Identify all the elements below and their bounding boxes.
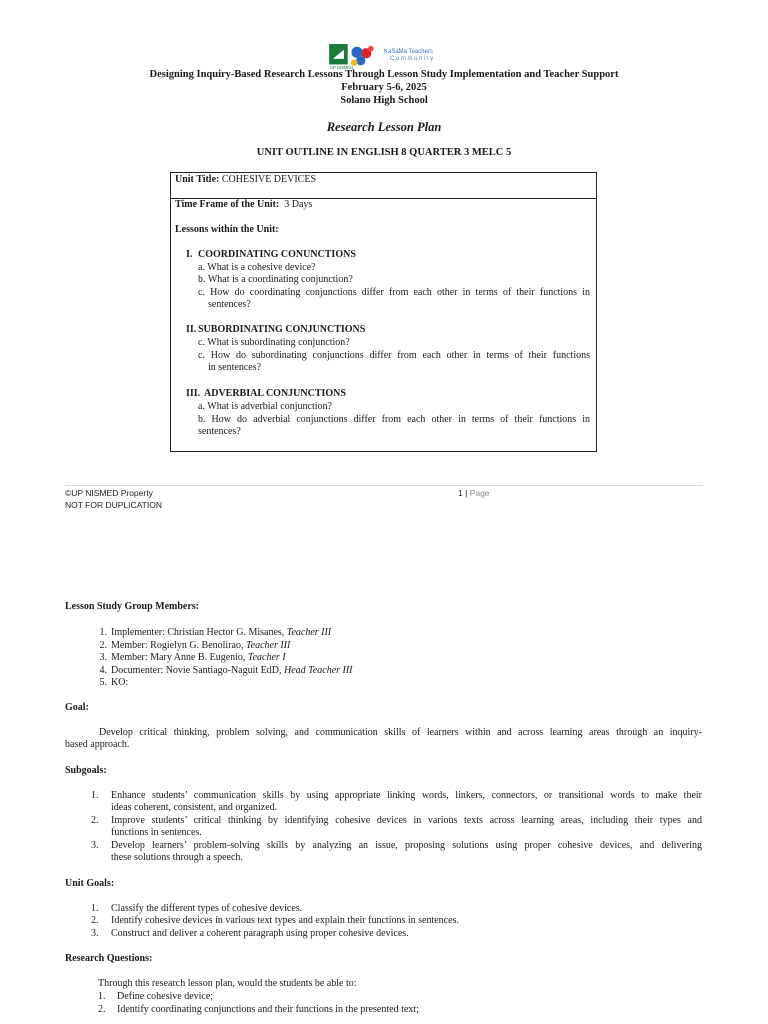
member-item-3 xyxy=(99,652,353,665)
unit-goal-2-num: 2. xyxy=(91,915,99,926)
members-list xyxy=(99,627,353,690)
unit-goal-3-num: 3. xyxy=(91,928,99,939)
subgoal-3-line1: Develop learners’ problem-solving skills by analyzing an issue, proposing solutions using proper cohesive devices, and delivering xyxy=(111,840,702,851)
research-questions-heading: Research Questions: xyxy=(65,953,153,964)
lesson3-number: III. xyxy=(186,388,201,399)
unit-outline-title: UNIT OUTLINE IN ENGLISH 8 QUARTER 3 MELC 5 xyxy=(256,147,512,158)
member-text: Documenter: Novie Santiago-Naguit EdD, xyxy=(111,664,285,676)
footer-page xyxy=(458,487,490,499)
member-role: Teacher III xyxy=(286,627,332,638)
subgoal-2-line2: functions in sentences. xyxy=(111,827,202,838)
workshop-date: February 5-6, 2025 xyxy=(341,82,427,93)
document-title: Research Lesson Plan xyxy=(326,120,442,134)
lesson1-question-b: b. What is a coordinating conjunction? xyxy=(198,274,353,285)
research-question-1-num: 1. xyxy=(98,991,106,1002)
time-frame-row xyxy=(175,199,312,211)
goal-line1: Develop critical thinking, problem solving, and communication skills of learners within and across learning areas through an inquiry- xyxy=(99,727,702,738)
subgoal-2-num: 2. xyxy=(91,815,99,826)
research-question-1-text: Define cohesive device; xyxy=(117,991,214,1002)
subgoal-1-line1: Enhance students’ communication skills by using appropriate linking words, linkers, connectors, or transitional words to make their xyxy=(111,790,702,801)
lesson3-question-b: b. How do adverbial conjunctions differ from each other in terms of their functions in xyxy=(198,414,590,425)
lesson2-question-c-cont: in sentences? xyxy=(208,362,262,373)
time-frame-label: Time Frame of the Unit: xyxy=(175,199,280,210)
logo-caption xyxy=(384,49,435,63)
unit-goal-1-num: 1. xyxy=(91,903,99,914)
unit-goal-1-text: Classify the different types of cohesive devices. xyxy=(111,903,303,914)
kasama-logo-icon xyxy=(351,46,374,66)
member-num: 3. xyxy=(99,652,107,663)
lesson1-title: COORDINATING CONUNCTIONS xyxy=(198,249,356,260)
unit-title-row xyxy=(171,173,596,199)
unit-goal-3-text: Construct and deliver a coherent paragraph using proper cohesive devices. xyxy=(111,928,409,939)
member-role: Teacher III xyxy=(245,639,291,651)
footer-notice: NOT FOR DUPLICATION xyxy=(65,500,162,510)
lesson3-question-a: a. What is adverbial conjunction? xyxy=(198,401,332,412)
subgoal-1-line2: ideas coherent, consistent, and organized. xyxy=(111,802,278,813)
unit-title-value: COHESIVE DEVICES xyxy=(221,174,317,185)
member-num: 1. xyxy=(99,627,107,638)
lesson3-title: ADVERBIAL CONJUNCTIONS xyxy=(204,388,346,399)
up-nismed-logo-icon xyxy=(329,44,353,70)
goal-line2: based approach. xyxy=(65,739,130,750)
logo-line1: KaSaMa Teachers xyxy=(384,49,433,55)
research-question-2-text: Identify coordinating conjunctions and their functions in the presented text; xyxy=(117,1004,419,1015)
footer-divider xyxy=(65,485,703,486)
member-role: Teacher I xyxy=(247,652,286,663)
members-heading: Lesson Study Group Members: xyxy=(65,601,199,612)
member-num: 4. xyxy=(99,664,107,676)
research-questions-intro: Through this research lesson plan, would the students be able to: xyxy=(98,978,357,989)
member-role: Head Teacher III xyxy=(284,664,353,676)
member-text: Implementer: Christian Hector G. Misanes, xyxy=(111,627,287,638)
lesson1-question-a: a. What is a cohesive device? xyxy=(198,262,316,273)
goal-heading: Goal: xyxy=(65,702,89,713)
logo-line2: Community xyxy=(390,56,435,62)
subgoal-3-num: 3. xyxy=(91,840,99,851)
subgoal-3-line2: these solutions through a speech. xyxy=(111,852,243,863)
svg-text:UP NISMED: UP NISMED xyxy=(330,65,354,70)
footer-property: ©UP NISMED Property xyxy=(65,488,153,498)
page-number: 1 | xyxy=(458,488,468,498)
unit-goal-2-text: Identify cohesive devices in various text types and explain their functions in sentences. xyxy=(111,915,459,926)
research-question-2-num: 2. xyxy=(98,1004,106,1015)
lesson2-question-a: c. What is subordinating conjunction? xyxy=(198,337,350,348)
lesson2-title: SUBORDINATING CONJUNCTIONS xyxy=(198,324,366,335)
member-num: 5. xyxy=(99,677,107,688)
subgoals-heading: Subgoals: xyxy=(65,765,107,776)
member-text: KO: xyxy=(111,677,129,688)
lesson2-number: II. xyxy=(186,324,197,335)
time-frame-value: 3 Days xyxy=(284,199,313,210)
subgoal-1-num: 1. xyxy=(91,790,99,801)
page-word: Page xyxy=(469,488,490,498)
member-item-4 xyxy=(99,664,353,678)
subgoal-2-line1: Improve students’ critical thinking by identifying cohesive devices in various texts across learning areas, including their types and xyxy=(111,815,702,826)
member-item-2 xyxy=(99,639,353,653)
lesson2-question-c: c. How do subordinating conjunctions differ from each other in terms of their functions xyxy=(198,350,590,361)
header-logos xyxy=(327,44,387,70)
workshop-school: Solano High School xyxy=(340,95,428,106)
member-item-1 xyxy=(99,627,353,640)
lesson1-question-c-cont: sentences? xyxy=(208,299,251,310)
member-text: Member: Rogielyn G. Benolirao, xyxy=(111,639,246,651)
unit-goals-heading: Unit Goals: xyxy=(65,878,115,889)
lessons-label: Lessons within the Unit: xyxy=(175,224,279,235)
workshop-title: Designing Inquiry-Based Research Lessons Through Lesson Study Implementation and Teacher Support xyxy=(149,69,619,80)
member-num: 2. xyxy=(99,639,107,651)
lesson3-question-b-cont: sentences? xyxy=(198,426,241,437)
lesson1-number: I. xyxy=(186,249,193,260)
member-item-5 xyxy=(99,677,353,690)
unit-title-label: Unit Title: xyxy=(175,174,220,185)
member-text: Member: Mary Anne B. Eugenio, xyxy=(111,652,248,663)
lesson1-question-c: c. How do coordinating conjunctions differ from each other in terms of their functions in xyxy=(198,287,590,298)
